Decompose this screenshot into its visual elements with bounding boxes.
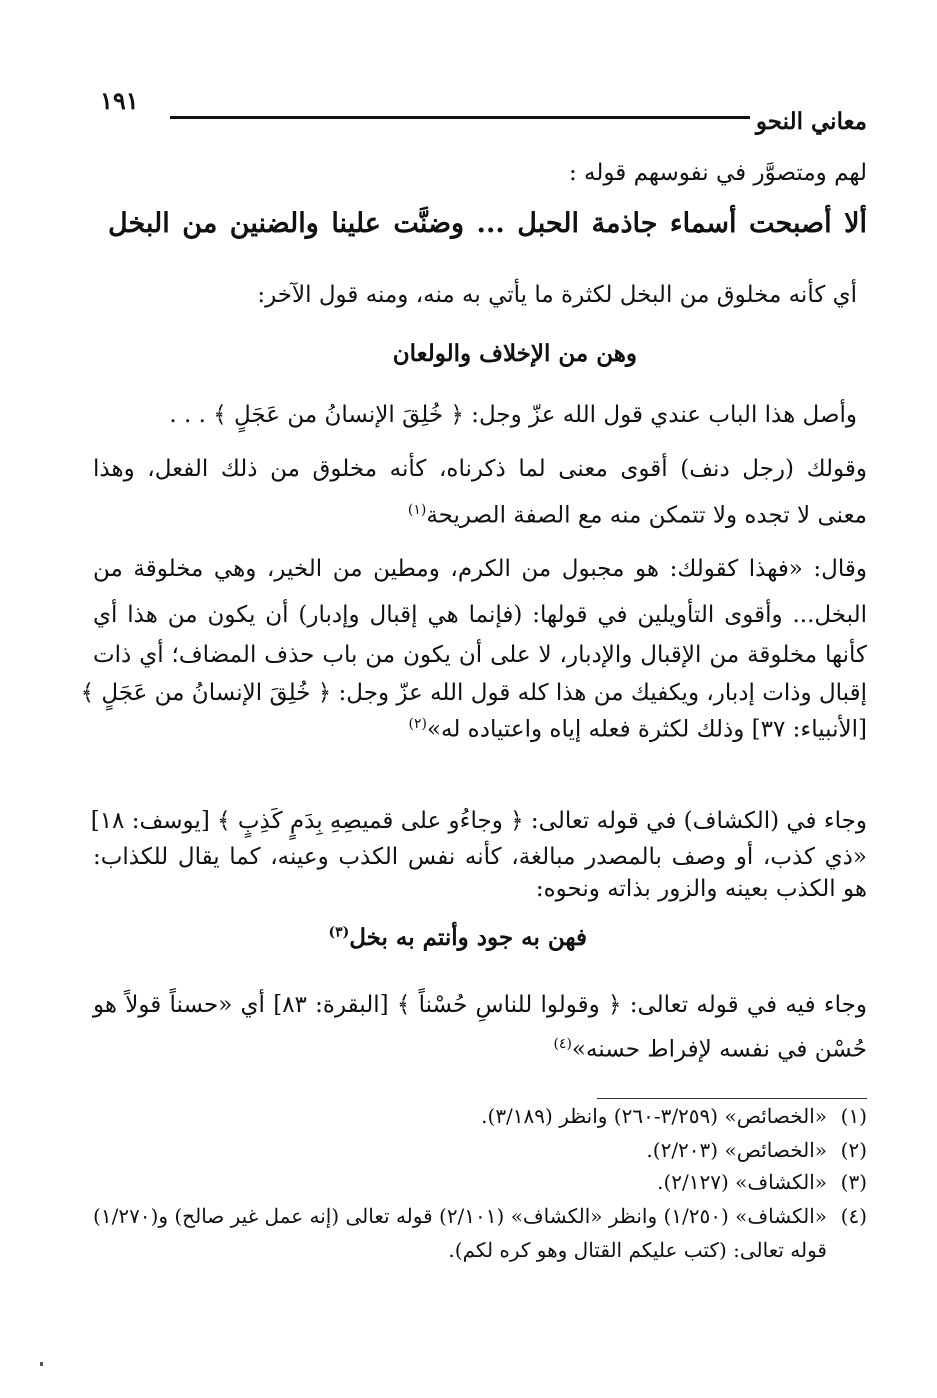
header-rule [170, 116, 750, 119]
paragraph-line: وقولك (رجل دنف) أقوى معنى لما ذكرناه، كأنه مخلوق من ذلك الفعل، وهذا [93, 456, 867, 482]
footnote-text: «الكشاف» (٢/١٢٧). [657, 1170, 827, 1194]
footnote-number: (٤) [840, 1204, 867, 1228]
paragraph-line: وجاء فيه في قوله تعالى: ﴿ وقولوا للناسِ حُسْناً ﴾ [البقرة: ٨٣] أي «حسناً قولاً هو [93, 992, 867, 1018]
footnote-text: «الكشاف» (١/٢٥٠) وانظر «الكشاف» (٢/١٠١) قوله تعالى (إنه عمل غير صالح) و(١/٢٧٠) [93, 1204, 827, 1228]
page-number: ١٩١ [100, 86, 139, 115]
paragraph-line: «ذي كذب، أو وصف بالمصدر مبالغة، كأنه نفس الكذب وعينه، كما يقال للكذاب: [93, 844, 867, 870]
paragraph-line: وأصل هذا الباب عندي قول الله عزّ وجل: ﴿ خُلِقَ الإنسانُ من عَجَلٍ ﴾ . . . [169, 402, 857, 428]
paragraph-line: أي كأنه مخلوق من البخل لكثرة ما يأتي به منه، ومنه قول الآخر: [257, 282, 857, 308]
paragraph-text: معنى لا تجده ولا تتمكن منه مع الصفة الصريحة [426, 502, 867, 529]
verse-text: فهن به جود وأنتم به بخل [349, 924, 587, 951]
book-title: معاني النحو [755, 108, 867, 135]
paragraph-line: وجاء في (الكشاف) في قوله تعالى: ﴿ وجاءُو على قميصِهِ بِدَمٍ كَذِبٍ ﴾ [يوسف: ١٨] [90, 808, 867, 834]
footnote-ref: (١) [407, 502, 427, 518]
scan-speck [40, 1362, 43, 1366]
intro-line: لهم ومتصوَّر في نفوسهم قوله : [568, 160, 867, 186]
paragraph-line: البخل... وأقوى التأويلين في قولها: (فإنما هي إقبال وإدبار) أن يكون من هذا أي [93, 602, 867, 628]
paragraph-text: [الأنبياء: ٣٧] وذلك لكثرة فعله إياه واعتياده له» [426, 716, 867, 743]
paragraph-line [408, 502, 867, 530]
footnote-continuation: قوله تعالى: (كتب عليكم القتال وهو كره لكم). [448, 1238, 827, 1262]
footnote-item [657, 1170, 867, 1194]
poetry-verse-2: وهن من الإخلاف والولعان [392, 340, 637, 367]
paragraph-line: وقال: «فهذا كقولك: هو مجبول من الكرم، ومطين من الخير، وهي مخلوقة من [93, 556, 867, 582]
poetry-verse-3 [328, 924, 587, 951]
footnote-number: (٢) [840, 1138, 867, 1162]
paragraph-line: هو الكذب بعينه والزور بذاته ونحوه: [535, 876, 867, 902]
footnote-item [481, 1104, 867, 1128]
footnote-number: (١) [840, 1104, 867, 1128]
paragraph-line: كأنها مخلوقة من الإقبال والإدبار، لا على أن يكون من باب حذف المضاف؛ أي ذات [93, 642, 867, 668]
footnote-text: «الخصائص» (٢/٢٠٣). [646, 1138, 827, 1162]
paragraph-line [408, 716, 867, 744]
footnote-ref: (٤) [553, 1036, 572, 1052]
footnote-ref: (٢) [408, 716, 427, 732]
paragraph-text: حُسْن في نفسه لإفراط حسنه» [571, 1036, 867, 1063]
footnote-separator [597, 1098, 867, 1099]
footnote-ref: (٣) [328, 924, 350, 941]
footnote-text: «الخصائص» (٣/٢٥٩-٢٦٠) وانظر (٣/١٨٩). [481, 1104, 827, 1128]
poetry-verse-1: ألا أصبحت أسماء جاذمة الحبل ... وضنَّت علينا والضنين من البخل [108, 208, 867, 239]
footnote-item [93, 1204, 867, 1228]
paragraph-line: إقبال وذات إدبار، ويكفيك من هذا كله قول الله عزّ وجل: ﴿ خُلِقَ الإنسانُ من عَجَلٍ ﴾ [80, 680, 867, 706]
footnote-item [646, 1138, 867, 1162]
footnote-number: (٣) [840, 1170, 867, 1194]
paragraph-line [553, 1036, 867, 1064]
